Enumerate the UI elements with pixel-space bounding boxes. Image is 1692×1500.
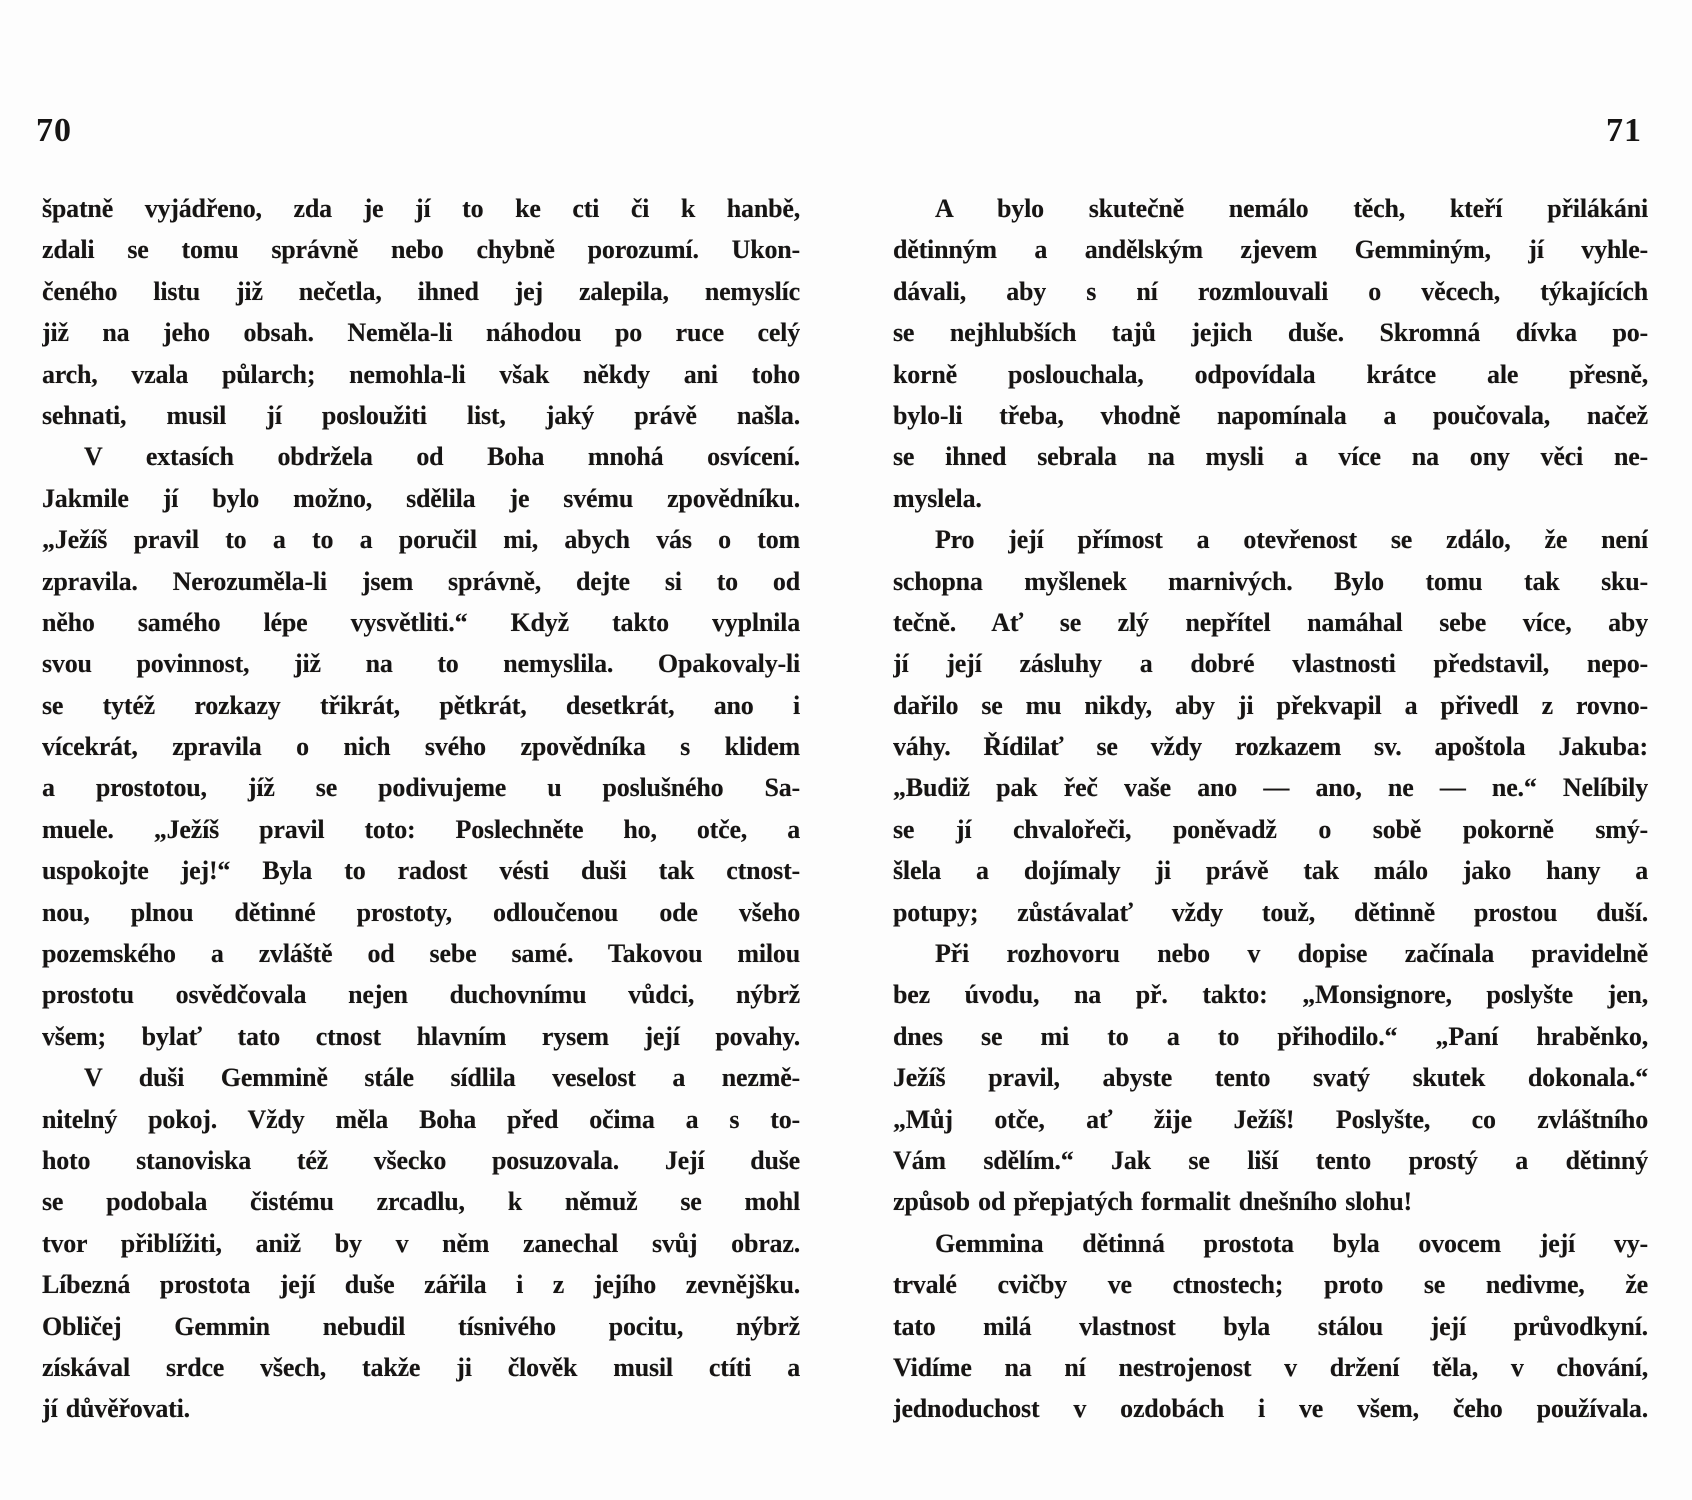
text-line: něho samého lépe vysvětliti.“ Když takto vyplnila [42, 607, 800, 637]
text-line: šlela a dojímaly ji právě tak málo jako hany a [893, 856, 1648, 886]
text-line: dětinným a andělským zjevem Gemminým, jí vyhle- [893, 235, 1648, 265]
text-line: zdali se tomu správně nebo chybně porozumí. Ukon- [42, 235, 800, 265]
text-line: pozemského a zvláště od sebe samé. Takovou milou [42, 939, 800, 969]
page-left-text-column [42, 188, 800, 1430]
text-line: váhy. Řídilať se vždy rozkazem sv. apoštola Jakuba: [893, 732, 1648, 762]
text-line: V extasích obdržela od Boha mnohá osvícení. [84, 442, 800, 472]
text-line: Líbezná prostota její duše zářila i z jejího zevnějšku. [42, 1270, 800, 1300]
text-line: „Můj otče, ať žije Ježíš! Poslyšte, co zvláštního [893, 1104, 1648, 1134]
text-line: dávali, aby s ní rozmlouvali o věcech, týkajících [893, 276, 1648, 306]
text-line: svou povinnost, již na to nemyslila. Opakovaly-li [42, 649, 800, 679]
text-line: jí důvěřovati. [42, 1394, 190, 1424]
paragraph [893, 1223, 1648, 1430]
text-line: získával srdce všech, takže ji člověk musil ctíti a [42, 1352, 800, 1382]
paragraph [42, 188, 800, 436]
page-number-right: 71 [1606, 112, 1642, 149]
text-line: korně poslouchala, odpovídala krátce ale přesně, [893, 359, 1648, 389]
text-line: Pro její přímost a otevřenost se zdálo, že není [935, 525, 1648, 555]
paragraph [893, 188, 1648, 519]
text-line: sehnati, musil jí posloužiti list, jaký právě našla. [42, 400, 800, 430]
text-line: A bylo skutečně nemálo těch, kteří přilákáni [935, 194, 1648, 223]
text-line: a prostotou, jíž se podivujeme u poslušného Sa- [42, 773, 800, 803]
text-line: „Budiž pak řeč vaše ano — ano, ne — ne.“ Nelíbily [893, 773, 1648, 803]
text-line: dařilo se mu nikdy, aby ji překvapil a přivedl z rovno- [893, 690, 1648, 720]
text-line: Vidíme na ní nestrojenost v držení těla, v chování, [893, 1352, 1648, 1382]
text-line: zpravila. Nerozuměla-li jsem správně, dejte si to od [42, 566, 800, 596]
text-line: uspokojte jej!“ Byla to radost vésti duši tak ctnost- [42, 856, 800, 886]
text-line: tvor přiblížiti, aniž by v něm zanechal svůj obraz. [42, 1228, 800, 1258]
text-line: dnes se mi to a to přihodilo.“ „Paní hraběnko, [893, 1021, 1648, 1051]
text-line: hoto stanoviska též všecko posuzovala. Její duše [42, 1145, 800, 1175]
text-line: nitelný pokoj. Vždy měla Boha před očima a s to- [42, 1104, 800, 1134]
page-number-left: 70 [36, 112, 72, 149]
text-line: vícekrát, zpravila o nich svého zpovědníka s klidem [42, 732, 800, 762]
text-line: bez úvodu, na př. takto: „Monsignore, poslyšte jen, [893, 980, 1648, 1010]
text-line: se tytéž rozkazy třikrát, pětkrát, desetkrát, ano i [42, 690, 800, 720]
text-line: potupy; zůstávalať vždy touž, dětinně prostou duší. [893, 897, 1648, 927]
text-line: jí její zásluhy a dobré vlastnosti představil, nepo- [893, 649, 1648, 679]
text-line: se nejhlubších tajů jejich duše. Skromná dívka po- [893, 318, 1648, 348]
text-line: arch, vzala půlarch; nemohla-li však někdy ani toho [42, 359, 800, 389]
text-line: V duši Gemmině stále sídlila veselost a nezmě- [84, 1063, 800, 1093]
text-line: již na jeho obsah. Neměla-li náhodou po ruce celý [42, 318, 800, 348]
paragraph [42, 1057, 800, 1430]
text-line: nou, plnou dětinné prostoty, odloučenou ode všeho [42, 897, 800, 927]
text-line: způsob od přepjatých formalit dnešního slohu! [893, 1187, 1412, 1217]
text-line: Obličej Gemmin nebudil tísnivého pocitu, nýbrž [42, 1311, 800, 1341]
text-line: myslela. [893, 483, 982, 513]
text-line: špatně vyjádřeno, zda je jí to ke cti či k hanbě, [42, 194, 800, 223]
text-line: jednoduchost v ozdobách i ve všem, čeho používala. [893, 1394, 1648, 1424]
text-line: tato milá vlastnost byla stálou její průvodkyní. [893, 1311, 1648, 1341]
paragraph [42, 436, 800, 1057]
text-line: Jakmile jí bylo možno, sdělila je svému zpovědníku. [42, 483, 800, 513]
text-line: Ježíš pravil, abyste tento svatý skutek dokonala.“ [893, 1063, 1648, 1093]
text-line: Vám sdělím.“ Jak se liší tento prostý a dětinný [893, 1145, 1648, 1175]
text-line: „Ježíš pravil to a to a poručil mi, abych vás o tom [42, 525, 800, 555]
text-line: muele. „Ježíš pravil toto: Poslechněte ho, otče, a [42, 814, 800, 844]
text-line: trvalé cvičby ve ctnostech; proto se nedivme, že [893, 1270, 1648, 1300]
text-line: bylo-li třeba, vhodně napomínala a poučovala, načež [893, 400, 1648, 430]
text-line: všem; bylať tato ctnost hlavním rysem její povahy. [42, 1021, 800, 1051]
text-line: schopna myšlenek marnivých. Bylo tomu tak sku- [893, 566, 1648, 596]
text-line: se jí chvalořeči, poněvadž o sobě pokorně smý- [893, 814, 1648, 844]
paragraph [893, 933, 1648, 1223]
page-right-text-column [893, 188, 1648, 1430]
text-line: se ihned sebrala na mysli a více na ony věci ne- [893, 442, 1648, 472]
text-line: tečně. Ať se zlý nepřítel namáhal sebe více, aby [893, 607, 1648, 637]
text-line: prostotu osvědčovala nejen duchovnímu vůdci, nýbrž [42, 980, 800, 1010]
paragraph [893, 519, 1648, 933]
text-line: čeného listu již nečetla, ihned jej zalepila, nemyslíc [42, 276, 800, 306]
text-line: Gemmina dětinná prostota byla ovocem její vy- [935, 1228, 1648, 1258]
text-line: se podobala čistému zrcadlu, k němuž se mohl [42, 1187, 800, 1217]
text-line: Při rozhovoru nebo v dopise začínala pravidelně [935, 939, 1648, 969]
